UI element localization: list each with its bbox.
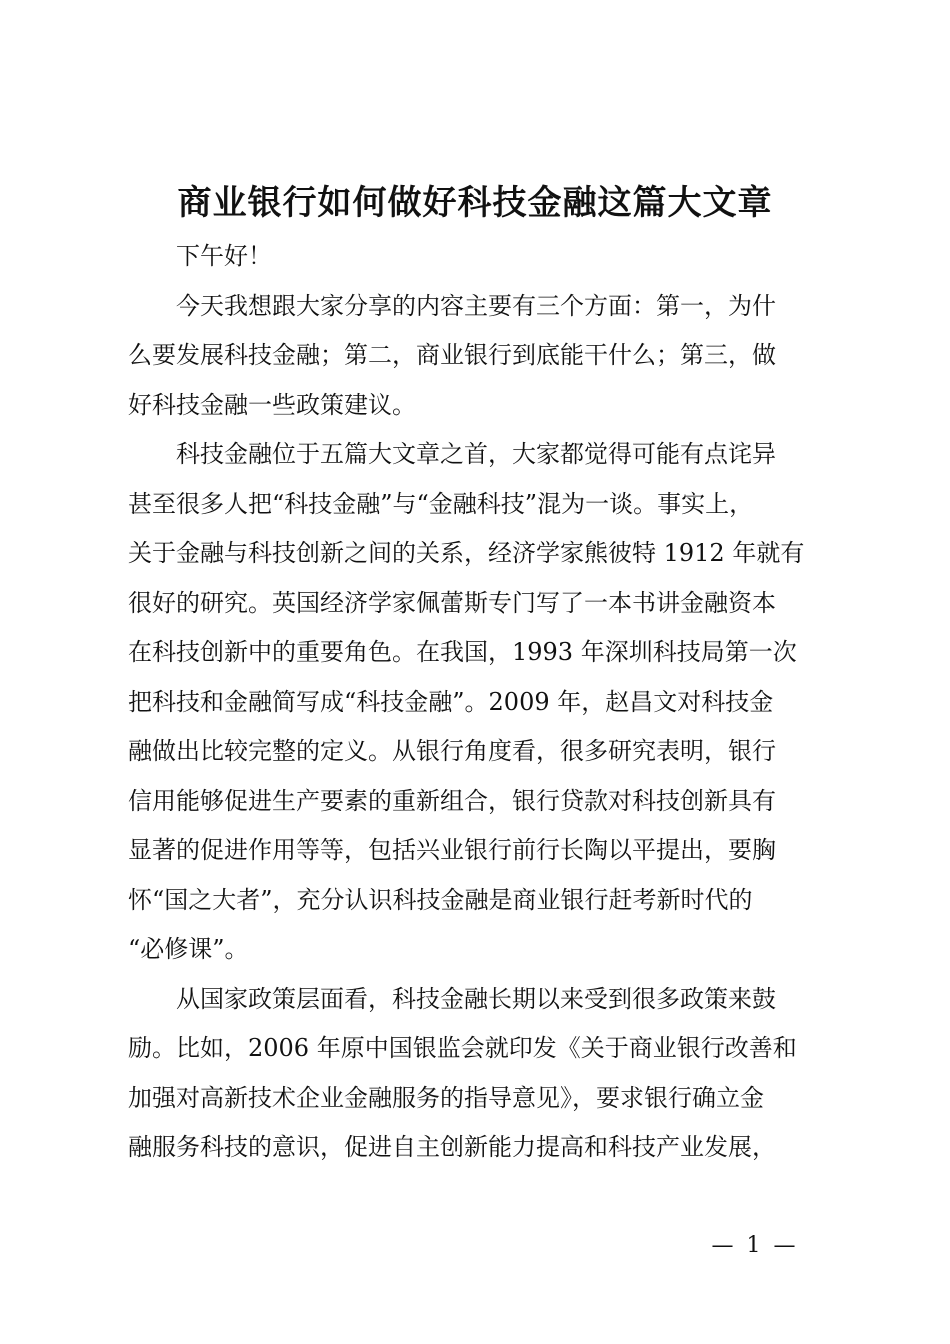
paragraph-line: 么要发展科技金融；第二，商业银行到底能干什么；第三，做 — [128, 341, 776, 369]
paragraph-policy — [128, 975, 836, 1173]
paragraph-background — [128, 430, 836, 975]
paragraph-line: 从国家政策层面看，科技金融长期以来受到很多政策来鼓 — [176, 984, 776, 1013]
paragraph-line: 在科技创新中的重要角色。在我国，1993 年深圳科技局第一次 — [128, 638, 797, 666]
paragraph-line: 怀“国之大者”，充分认识科技金融是商业银行赶考新时代的 — [128, 885, 753, 914]
paragraph-line: 好科技金融一些政策建议。 — [128, 390, 416, 419]
paragraph-intro — [128, 282, 836, 431]
paragraph-line: 关于金融与科技创新之间的关系，经济学家熊彼特 1912 年就有 — [128, 539, 805, 567]
document-title: 商业银行如何做好科技金融这篇大文章 — [177, 183, 773, 223]
greeting-line: 下午好！ — [176, 242, 272, 270]
paragraph-line: 融服务科技的意识，促进自主创新能力提高和科技产业发展， — [128, 1133, 776, 1161]
paragraph-line: 把科技和金融简写成“科技金融”。2009 年，赵昌文对科技金 — [128, 687, 774, 716]
paragraph-line: 甚至很多人把“科技金融”与“金融科技”混为一谈。事实上， — [128, 489, 754, 518]
paragraph-line: 显著的促进作用等等，包括兴业银行前行长陶以平提出，要胸 — [128, 836, 776, 864]
paragraph-line: 加强对高新技术企业金融服务的指导意见》，要求银行确立金 — [128, 1083, 764, 1112]
paragraph-line: 信用能够促进生产要素的重新组合，银行贷款对科技创新具有 — [128, 786, 776, 815]
paragraph-line: 科技金融位于五篇大文章之首，大家都觉得可能有点诧异 — [176, 440, 776, 468]
paragraph-line: 融做出比较完整的定义。从银行角度看，很多研究表明，银行 — [128, 737, 776, 765]
paragraph-line: 很好的研究。英国经济学家佩蕾斯专门写了一本书讲金融资本 — [128, 588, 776, 617]
document-body — [128, 232, 836, 1173]
paragraph-line: 励。比如，2006 年原中国银监会就印发《关于商业银行改善和 — [128, 1034, 797, 1062]
paragraph-line: “必修课”。 — [128, 935, 249, 963]
paragraph-line: 今天我想跟大家分享的内容主要有三个方面：第一，为什 — [176, 291, 776, 320]
page-number: — 1 — — [711, 1233, 799, 1258]
greeting-paragraph — [128, 232, 836, 282]
